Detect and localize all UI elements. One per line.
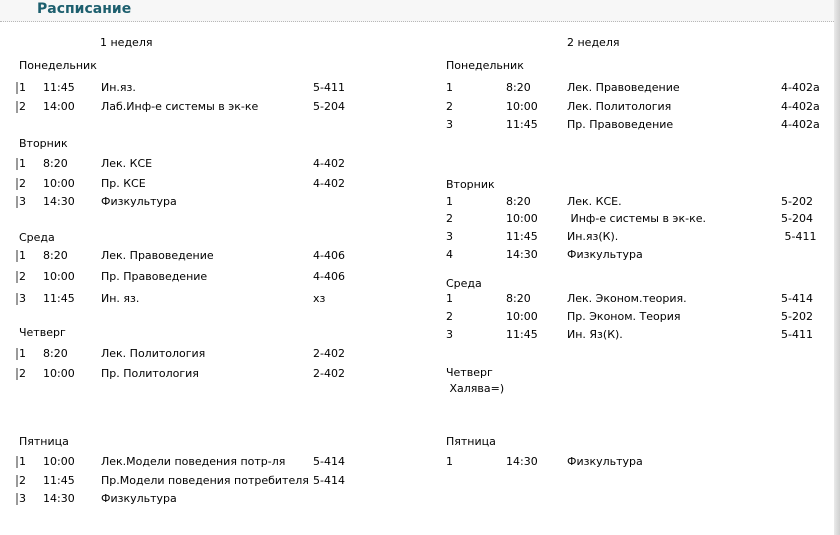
lesson-room: 4-406 <box>313 249 345 262</box>
day-heading: Четверг <box>19 326 66 339</box>
lesson-time: 14:30 <box>43 492 75 505</box>
lesson-subject: Лек. Политология <box>567 100 672 113</box>
lesson-subject: Лек. КСЕ. <box>567 195 622 208</box>
lesson-time: 11:45 <box>43 81 75 94</box>
lesson-room: 5-204 <box>781 212 813 225</box>
lesson-subject: Пр. Эконом. Теория <box>567 310 681 323</box>
day-heading: Понедельник <box>19 59 97 72</box>
lesson-room: 4-402 <box>313 157 345 170</box>
lesson-room: 5-414 <box>781 292 813 305</box>
lesson-time: 8:20 <box>506 292 531 305</box>
lesson-time: 10:00 <box>43 455 75 468</box>
lesson-subject: Ин. яз. <box>101 292 140 305</box>
lesson-time: 10:00 <box>43 270 75 283</box>
lesson-subject: Ин. Яз(К). <box>567 328 623 341</box>
day-heading: Среда <box>446 277 482 290</box>
lesson-number: 2 <box>19 474 26 487</box>
lesson-subject: Физкультура <box>101 195 177 208</box>
day-heading: Понедельник <box>446 59 524 72</box>
lesson-time: 14:30 <box>43 195 75 208</box>
lesson-subject: Лек.Модели поведения потр-ля <box>101 455 286 468</box>
lesson-room: хз <box>313 292 326 305</box>
lesson-time: 11:45 <box>506 118 538 131</box>
lesson-number: 1 <box>19 157 26 170</box>
lesson-room: 5-411 <box>313 81 345 94</box>
row-marker <box>16 456 18 468</box>
lesson-number: 1 <box>446 455 453 468</box>
lesson-subject: Лек. КСЕ <box>101 157 153 170</box>
lesson-subject: Пр. Правоведение <box>101 270 208 283</box>
lesson-subject: Пр.Модели поведения потребителя <box>101 474 309 487</box>
lesson-time: 11:45 <box>43 292 75 305</box>
lesson-subject: Физкультура <box>567 455 643 468</box>
lesson-subject: Физкультура <box>101 492 177 505</box>
row-marker <box>16 250 18 262</box>
lesson-room: 4-402а <box>781 118 820 131</box>
lesson-time: 8:20 <box>506 195 531 208</box>
lesson-number: 2 <box>446 310 453 323</box>
lesson-subject: Лек. Эконом.теория. <box>567 292 687 305</box>
scrollbar-edge <box>834 0 840 535</box>
lesson-time: 11:45 <box>506 230 538 243</box>
lesson-number: 4 <box>446 248 453 261</box>
lesson-room: 5-411 <box>781 230 817 243</box>
page-header <box>0 0 838 22</box>
lesson-room: 5-414 <box>313 455 345 468</box>
lesson-time: 8:20 <box>43 157 68 170</box>
lesson-time: 14:30 <box>506 455 538 468</box>
lesson-number: 3 <box>446 118 453 131</box>
lesson-subject: Инф-е системы в эк-ке. <box>567 212 706 225</box>
lesson-number: 2 <box>446 212 453 225</box>
lesson-time: 10:00 <box>506 212 538 225</box>
lesson-time: 14:00 <box>43 100 75 113</box>
lesson-subject: Физкультура <box>567 248 643 261</box>
day-heading: Четверг <box>446 366 493 379</box>
lesson-time: 8:20 <box>506 81 531 94</box>
lesson-subject: Пр. КСЕ <box>101 177 146 190</box>
lesson-room: 4-402а <box>781 81 820 94</box>
lesson-number: 3 <box>19 292 26 305</box>
lesson-number: 1 <box>446 292 453 305</box>
week-2-heading: 2 неделя <box>567 36 620 49</box>
row-marker <box>16 101 18 113</box>
lesson-number: 3 <box>19 492 26 505</box>
row-marker <box>16 82 18 94</box>
lesson-subject: Ин.яз(К). <box>567 230 619 243</box>
lesson-subject: Лек. Правоведение <box>567 81 680 94</box>
row-marker <box>16 271 18 283</box>
lesson-number: 1 <box>446 81 453 94</box>
day-heading: Вторник <box>446 178 495 191</box>
lesson-room: 2-402 <box>313 347 345 360</box>
lesson-number: 1 <box>446 195 453 208</box>
day-heading: Среда <box>19 231 55 244</box>
lesson-time: 11:45 <box>506 328 538 341</box>
row-marker <box>16 158 18 170</box>
lesson-number: 2 <box>19 367 26 380</box>
page-title: Расписание <box>37 1 132 17</box>
lesson-time: 8:20 <box>43 249 68 262</box>
lesson-subject: Пр. Политология <box>101 367 199 380</box>
lesson-room: 5-204 <box>313 100 345 113</box>
lesson-number: 1 <box>19 249 26 262</box>
lesson-time: 10:00 <box>43 177 75 190</box>
lesson-number: 2 <box>446 100 453 113</box>
lesson-number: 3 <box>19 195 26 208</box>
lesson-time: 10:00 <box>506 310 538 323</box>
row-marker <box>16 293 18 305</box>
lesson-number: 2 <box>19 100 26 113</box>
lesson-room: 4-406 <box>313 270 345 283</box>
lesson-subject: Ин.яз. <box>101 81 136 94</box>
lesson-subject: Лаб.Инф-е системы в эк-ке <box>101 100 259 113</box>
day-heading: Пятница <box>19 435 69 448</box>
row-marker <box>16 475 18 487</box>
lesson-number: 3 <box>446 328 453 341</box>
lesson-subject: Пр. Правоведение <box>567 118 674 131</box>
row-marker <box>16 368 18 380</box>
lesson-subject: Лек. Политология <box>101 347 206 360</box>
row-marker <box>16 348 18 360</box>
lesson-room: 4-402а <box>781 100 820 113</box>
lesson-room: 4-402 <box>313 177 345 190</box>
lesson-room: 5-202 <box>781 195 813 208</box>
lesson-number: 3 <box>446 230 453 243</box>
lesson-time: 8:20 <box>43 347 68 360</box>
lesson-room: 5-414 <box>313 474 345 487</box>
row-marker <box>16 196 18 208</box>
lesson-time: 11:45 <box>43 474 75 487</box>
row-marker <box>16 493 18 505</box>
day-note: Халява=) <box>446 382 505 395</box>
lesson-number: 1 <box>19 81 26 94</box>
lesson-room: 5-202 <box>781 310 813 323</box>
row-marker <box>16 178 18 190</box>
day-heading: Пятница <box>446 435 496 448</box>
lesson-number: 1 <box>19 347 26 360</box>
lesson-number: 2 <box>19 270 26 283</box>
lesson-room: 2-402 <box>313 367 345 380</box>
lesson-time: 10:00 <box>506 100 538 113</box>
day-heading: Вторник <box>19 137 68 150</box>
lesson-number: 1 <box>19 455 26 468</box>
lesson-number: 2 <box>19 177 26 190</box>
lesson-room: 5-411 <box>781 328 813 341</box>
lesson-time: 10:00 <box>43 367 75 380</box>
lesson-subject: Лек. Правоведение <box>101 249 214 262</box>
week-1-heading: 1 неделя <box>100 36 153 49</box>
lesson-time: 14:30 <box>506 248 538 261</box>
